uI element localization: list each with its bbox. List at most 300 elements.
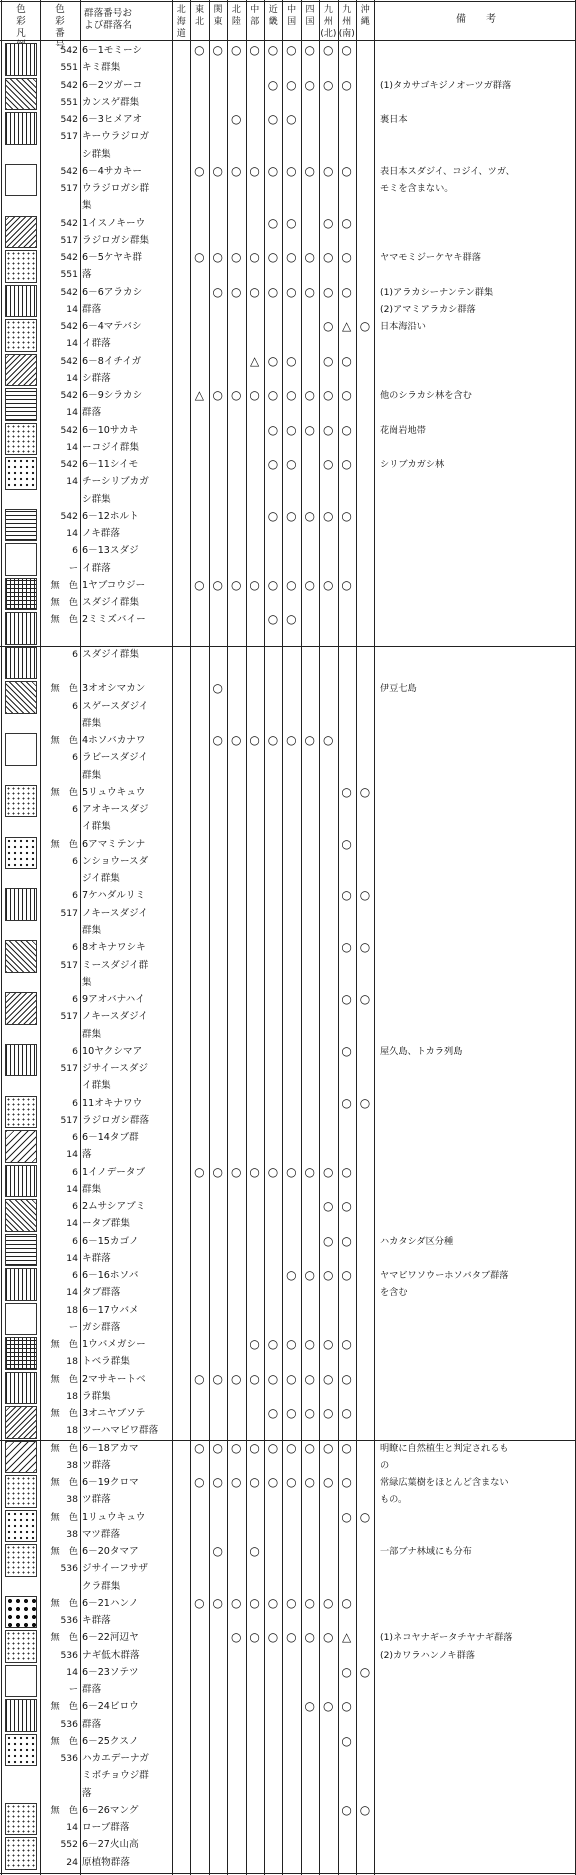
distribution-mark: ○ — [212, 284, 224, 299]
color-number: 517 — [60, 1063, 78, 1075]
distribution-mark: ○ — [322, 1630, 334, 1645]
header-char: 東 — [213, 17, 223, 27]
community-name: ハカエデーナガ — [82, 1753, 149, 1765]
distribution-mark: ○ — [286, 1475, 297, 1490]
color-number: 無 色 — [50, 1735, 78, 1747]
legend-swatch — [5, 319, 37, 352]
distribution-mark: ○ — [212, 388, 224, 403]
distribution-mark: ○ — [194, 43, 205, 57]
legend-swatch — [5, 216, 37, 249]
color-number: 14 — [66, 303, 78, 315]
distribution-mark: ○ — [212, 163, 224, 178]
header-char: 彩 — [55, 16, 65, 27]
distribution-mark: ○ — [267, 43, 279, 57]
legend-swatch — [5, 543, 37, 576]
distribution-mark: ○ — [304, 163, 316, 178]
community-name: 6－16ホソバ — [82, 1270, 139, 1282]
distribution-mark: ○ — [304, 508, 316, 523]
distribution-mark: ○ — [304, 77, 316, 92]
community-name: ラジロガシ群落 — [82, 1114, 150, 1126]
distribution-mark: ○ — [341, 1509, 352, 1524]
distribution-mark: ○ — [341, 250, 352, 265]
distribution-mark: ○ — [286, 1371, 297, 1386]
distribution-mark: ○ — [230, 1595, 242, 1610]
distribution-mark: ○ — [341, 577, 352, 592]
column-divider — [374, 0, 375, 1875]
color-number: 536 — [60, 1718, 78, 1730]
legend-swatch — [5, 612, 37, 645]
color-number: 無 色 — [50, 735, 78, 747]
distribution-mark: ○ — [267, 733, 279, 748]
community-name: 群集 — [82, 1028, 102, 1040]
legend-swatch — [5, 43, 37, 76]
community-name: 6－15カゴノ — [82, 1235, 139, 1247]
header-region — [301, 4, 319, 28]
distribution-mark: ○ — [212, 1595, 224, 1610]
header-char: (南) — [338, 29, 355, 39]
community-name: 6－17ウバメ — [82, 1304, 139, 1316]
column-divider — [246, 0, 247, 1875]
legend-swatch — [5, 578, 37, 611]
distribution-mark: ○ — [341, 163, 352, 178]
legend-swatch — [5, 354, 37, 387]
remark-text: (1)アラカシーナンテン群集 — [380, 286, 494, 298]
community-name: 集 — [82, 976, 92, 988]
header-char: 中 — [250, 5, 260, 15]
color-number: 14 — [66, 441, 78, 453]
color-number: 517 — [60, 131, 78, 143]
distribution-mark: ○ — [230, 1371, 242, 1386]
header-char: 四 — [305, 5, 315, 15]
community-name: ノキースダジイ — [82, 907, 148, 919]
distribution-mark: ○ — [304, 1164, 316, 1179]
legend-swatch — [5, 250, 37, 283]
distribution-mark: ○ — [267, 112, 279, 127]
community-name: マツ群落 — [82, 1528, 121, 1540]
color-number: 6 — [72, 994, 78, 1005]
community-name: ガシ群落 — [82, 1321, 121, 1333]
distribution-mark: ○ — [304, 1595, 316, 1610]
remark-text: (2)アマミアラカシ群落 — [380, 303, 476, 315]
community-name: 6－3ヒメアオ — [82, 114, 143, 126]
distribution-mark: ○ — [212, 733, 224, 748]
legend-swatch — [5, 1165, 37, 1198]
distribution-mark: ○ — [341, 1406, 352, 1421]
color-number: 6 — [72, 804, 78, 816]
header-char: 彩 — [16, 16, 26, 27]
distribution-mark: ○ — [341, 1095, 352, 1110]
legend-swatch — [5, 1268, 37, 1301]
color-number: 14 — [66, 1183, 78, 1195]
header-char: 畿 — [268, 17, 278, 27]
distribution-mark: ○ — [230, 43, 242, 57]
remark-text: (2)カワラハンノキ群落 — [380, 1649, 475, 1661]
legend-swatch — [5, 1699, 37, 1732]
color-number: 無 色 — [50, 597, 78, 609]
distribution-mark: ○ — [212, 1164, 224, 1179]
distribution-mark: ○ — [304, 1406, 316, 1421]
legend-swatch — [5, 681, 37, 714]
color-number: 542 — [60, 252, 78, 264]
color-number: 無 色 — [50, 579, 78, 591]
community-name: 群集 — [82, 924, 102, 936]
color-number: 18 — [66, 1304, 78, 1316]
distribution-mark: ○ — [194, 1164, 205, 1179]
header-line: よび群落名 — [84, 20, 132, 31]
distribution-mark: ○ — [267, 1440, 279, 1455]
distribution-mark: ○ — [322, 508, 334, 523]
color-number: 14 — [66, 476, 78, 488]
color-number: 536 — [60, 1649, 78, 1661]
community-name: 6－13スダジ — [82, 545, 139, 557]
distribution-mark: ○ — [322, 163, 334, 178]
header-region — [190, 4, 208, 28]
distribution-mark: ○ — [249, 1371, 260, 1386]
distribution-mark: ○ — [341, 1595, 352, 1610]
community-name: 2ミミズバイー — [82, 614, 146, 626]
column-divider — [264, 0, 265, 1875]
community-name: ラ群集 — [82, 1390, 111, 1402]
distribution-mark: ○ — [230, 733, 242, 748]
distribution-mark: ○ — [341, 508, 352, 523]
color-number: 517 — [60, 234, 78, 246]
remark-text: 裏日本 — [380, 114, 408, 126]
legend-swatch — [5, 164, 37, 197]
distribution-mark: ○ — [304, 1699, 316, 1714]
distribution-mark: ○ — [267, 1164, 279, 1179]
color-number: 517 — [60, 1011, 78, 1023]
legend-swatch — [5, 1303, 37, 1336]
header-char: 番 — [55, 28, 65, 39]
distribution-mark: ○ — [286, 1337, 297, 1352]
header-char: (北) — [320, 29, 337, 39]
legend-swatch — [5, 1734, 37, 1767]
remark-text: もの。 — [380, 1494, 408, 1506]
community-name: 6－10サカキ — [82, 424, 139, 436]
color-number: 6 — [72, 942, 78, 954]
color-number: 無 色 — [50, 1511, 78, 1523]
legend-swatch — [5, 78, 37, 111]
remark-text: 明瞭に自然植生と判定されるも — [380, 1442, 509, 1454]
community-name: 6－24ビロウ — [82, 1701, 139, 1713]
community-name: 6－20タマア — [82, 1546, 139, 1558]
distribution-mark: ○ — [230, 577, 242, 592]
color-number: 517 — [60, 1114, 78, 1126]
color-number: 14 — [66, 1218, 78, 1230]
legend-swatch — [5, 1372, 37, 1405]
color-number: 無 色 — [50, 786, 78, 798]
color-number: 542 — [60, 321, 78, 333]
distribution-mark: ○ — [286, 1268, 297, 1283]
distribution-mark: ○ — [194, 1475, 205, 1490]
header-char: 九 — [323, 5, 333, 15]
header-char: 道 — [176, 29, 186, 39]
distribution-mark: ○ — [249, 1630, 260, 1645]
community-name: 群落 — [82, 303, 102, 315]
distribution-mark: ○ — [322, 250, 334, 265]
legend-swatch — [5, 1803, 37, 1836]
community-name: 6－23ソテツ — [82, 1666, 139, 1678]
distribution-mark: ○ — [249, 388, 260, 403]
color-number: 517 — [60, 183, 78, 195]
header-char: 州 — [323, 17, 333, 27]
legend-swatch — [5, 1544, 37, 1577]
column-divider — [190, 0, 191, 1875]
community-name: ラジロガシ群集 — [82, 234, 150, 246]
column-divider — [40, 0, 41, 1875]
legend-swatch — [5, 1630, 37, 1663]
header-char: 陸 — [231, 17, 241, 27]
community-name: 6－8イチイガ — [82, 355, 142, 367]
community-name: ツ群落 — [82, 1459, 111, 1471]
color-number: 38 — [66, 1528, 78, 1540]
distribution-mark: ○ — [267, 577, 279, 592]
distribution-mark: ○ — [304, 1371, 316, 1386]
distribution-mark: ○ — [304, 1475, 316, 1490]
distribution-mark: ○ — [286, 353, 297, 368]
distribution-mark: ○ — [359, 1664, 371, 1679]
header-char: 州 — [342, 17, 352, 27]
distribution-mark: ○ — [341, 1733, 352, 1748]
community-name: 群落 — [82, 407, 102, 419]
distribution-mark: ○ — [322, 1699, 334, 1714]
distribution-mark: ○ — [322, 353, 334, 368]
color-number: 14 — [66, 1822, 78, 1834]
distribution-mark: ○ — [341, 1043, 352, 1058]
header-region — [282, 4, 300, 28]
distribution-mark: ○ — [322, 43, 334, 57]
community-name: シ群集 — [82, 493, 111, 505]
distribution-mark: ○ — [230, 388, 242, 403]
distribution-mark: ○ — [341, 1371, 352, 1386]
distribution-mark: ○ — [267, 457, 279, 472]
header-char: 関 — [213, 5, 223, 15]
distribution-mark: ○ — [359, 1802, 371, 1817]
community-name: 6－4マテバシ — [82, 321, 142, 333]
community-name: イ群落 — [82, 562, 111, 574]
distribution-mark: ○ — [322, 1164, 334, 1179]
remark-text: 一部ブナ林域にも分布 — [380, 1546, 472, 1558]
remark-text: 伊豆七島 — [380, 683, 417, 695]
color-number: 6 — [72, 1201, 78, 1213]
distribution-mark: ○ — [249, 1440, 260, 1455]
distribution-mark: ○ — [341, 1337, 352, 1352]
header-region — [227, 4, 245, 28]
distribution-mark: ○ — [322, 1406, 334, 1421]
community-name: 群集 — [82, 1183, 102, 1195]
color-number: 14 — [66, 338, 78, 350]
distribution-mark: ○ — [249, 250, 260, 265]
color-number: 542 — [60, 114, 78, 126]
color-number: 無 色 — [50, 1632, 78, 1644]
distribution-mark: ○ — [249, 1337, 260, 1352]
header-char: 沖 — [360, 5, 370, 15]
distribution-mark: ○ — [359, 1095, 371, 1110]
distribution-mark: ○ — [304, 1440, 316, 1455]
community-name: 落 — [82, 1149, 92, 1161]
distribution-mark: ○ — [341, 1233, 352, 1248]
distribution-mark: ○ — [304, 577, 316, 592]
distribution-mark: ○ — [341, 1164, 352, 1179]
community-name: ジサイーフサザ — [82, 1563, 149, 1575]
distribution-mark: ○ — [322, 1337, 334, 1352]
community-name: イ群落 — [82, 338, 111, 350]
distribution-mark: ○ — [230, 1164, 242, 1179]
distribution-mark: ○ — [304, 1268, 316, 1283]
distribution-mark: △ — [249, 353, 260, 368]
community-name: イ群集 — [82, 821, 111, 833]
distribution-mark: ○ — [267, 1371, 279, 1386]
community-name: 群落 — [82, 1718, 102, 1730]
column-divider — [319, 0, 320, 1875]
legend-swatch — [5, 837, 37, 870]
community-name: ータブ群集 — [82, 1218, 130, 1230]
distribution-mark: ○ — [341, 1699, 352, 1714]
remark-text: ヤマビワソウーホソバタブ群落 — [380, 1270, 509, 1282]
community-name: 6－19クロマ — [82, 1477, 139, 1489]
legend-swatch — [5, 1510, 37, 1543]
distribution-mark: △ — [341, 1630, 352, 1645]
community-name: ジサイースダジ — [82, 1063, 149, 1075]
distribution-mark: ○ — [341, 457, 352, 472]
distribution-mark: ○ — [341, 353, 352, 368]
distribution-mark: ○ — [212, 250, 224, 265]
header-char: 北 — [231, 5, 241, 15]
distribution-mark: ○ — [267, 250, 279, 265]
distribution-mark: ○ — [341, 888, 352, 903]
community-name: タブ群落 — [82, 1287, 121, 1299]
distribution-mark: ○ — [286, 163, 297, 178]
community-name: 群落 — [82, 1684, 102, 1696]
color-number: 18 — [66, 1425, 78, 1437]
community-name: 6－25クスノ — [82, 1735, 139, 1747]
distribution-mark: ○ — [359, 992, 371, 1006]
legend-swatch — [5, 1337, 37, 1370]
distribution-mark: ○ — [341, 284, 352, 299]
distribution-mark: ○ — [322, 1595, 334, 1610]
distribution-mark: ○ — [267, 388, 279, 403]
color-number: 14 — [66, 528, 78, 540]
color-number: 無 色 — [50, 1442, 78, 1454]
distribution-mark: ○ — [286, 422, 297, 437]
header-char: 縄 — [360, 17, 370, 27]
distribution-mark: ○ — [341, 940, 352, 955]
distribution-mark: ○ — [286, 1406, 297, 1421]
community-name: 5リュウキュウ — [82, 786, 146, 798]
community-name: 群集 — [82, 717, 102, 729]
community-name: 原植物群落 — [82, 1856, 130, 1868]
distribution-mark: ○ — [286, 577, 297, 592]
legend-swatch — [5, 1199, 37, 1232]
remark-text: 花崗岩地帯 — [380, 424, 426, 436]
distribution-mark: ○ — [341, 836, 352, 851]
color-number: 6 — [72, 1166, 78, 1178]
community-name: 6－11シイモ — [82, 459, 139, 471]
color-number: 無 色 — [50, 1546, 78, 1558]
color-number: 517 — [60, 907, 78, 919]
column-divider — [227, 0, 228, 1875]
legend-swatch — [5, 733, 37, 766]
community-name: 3オオシマカン — [82, 683, 146, 695]
column-divider — [172, 0, 173, 1875]
legend-swatch — [5, 1837, 37, 1870]
community-name: 集 — [82, 200, 92, 212]
distribution-mark: ○ — [249, 1595, 260, 1610]
distribution-mark: ○ — [212, 1371, 224, 1386]
color-number: ー — [68, 1321, 78, 1333]
distribution-mark: ○ — [304, 250, 316, 265]
distribution-mark: ○ — [322, 577, 334, 592]
color-number: 無 色 — [50, 1804, 78, 1816]
header-char: 北 — [176, 5, 186, 15]
legend-swatch — [5, 1096, 37, 1129]
distribution-mark: ○ — [341, 422, 352, 437]
distribution-mark: ○ — [286, 1630, 297, 1645]
color-number: 6 — [72, 700, 78, 712]
community-name: カンスゲ群集 — [82, 96, 140, 108]
community-name: 6－26マング — [82, 1804, 139, 1816]
community-name: キ群落 — [82, 1252, 111, 1264]
community-name: ラビースダジイ — [82, 752, 148, 764]
distribution-mark: ○ — [286, 43, 297, 57]
community-name: 1イスノキーウ — [82, 217, 146, 229]
distribution-mark: ○ — [267, 422, 279, 437]
community-name: ーコジイ群集 — [82, 441, 140, 453]
header-char: 海 — [176, 17, 186, 27]
legend-swatch — [5, 388, 37, 421]
distribution-mark: ○ — [322, 1475, 334, 1490]
community-name: スゲースダジイ — [82, 700, 149, 712]
distribution-mark: ○ — [304, 43, 316, 57]
color-number: 542 — [60, 355, 78, 367]
distribution-mark: ○ — [341, 1475, 352, 1490]
color-number: 無 色 — [50, 1477, 78, 1489]
header-region — [356, 4, 374, 28]
distribution-mark: ○ — [249, 284, 260, 299]
community-name: アオキースダジ — [82, 804, 149, 816]
distribution-mark: ○ — [322, 284, 334, 299]
distribution-mark: ○ — [322, 733, 334, 748]
distribution-mark: △ — [341, 319, 352, 334]
table-bottom-rule — [0, 1873, 576, 1874]
distribution-mark: ○ — [341, 1664, 352, 1679]
legend-swatch — [5, 992, 37, 1025]
distribution-mark: ○ — [249, 1544, 260, 1559]
header-char: 号 — [55, 40, 65, 51]
color-number: 551 — [60, 62, 78, 74]
distribution-mark: ○ — [267, 353, 279, 368]
color-number: 536 — [60, 1753, 78, 1765]
column-divider — [338, 0, 339, 1875]
legend-swatch — [5, 423, 37, 456]
distribution-mark: ○ — [304, 284, 316, 299]
legend-swatch — [5, 1130, 37, 1163]
color-number: 6 — [72, 890, 78, 902]
distribution-mark: ○ — [341, 1440, 352, 1455]
distribution-mark: ○ — [304, 422, 316, 437]
legend-swatch — [5, 457, 37, 490]
color-number: 14 — [66, 1252, 78, 1264]
color-number: 517 — [60, 959, 78, 971]
community-name: ローブ群落 — [82, 1822, 130, 1834]
header-remarks: 備 考 — [456, 14, 496, 25]
remark-text: 表日本スダジイ、コジイ、ツガ、 — [380, 165, 515, 177]
distribution-mark: ○ — [341, 215, 352, 230]
distribution-mark: ○ — [212, 577, 224, 592]
distribution-mark: ○ — [286, 112, 297, 127]
distribution-mark: ○ — [286, 388, 297, 403]
community-name: スダジイ群集 — [82, 648, 140, 660]
